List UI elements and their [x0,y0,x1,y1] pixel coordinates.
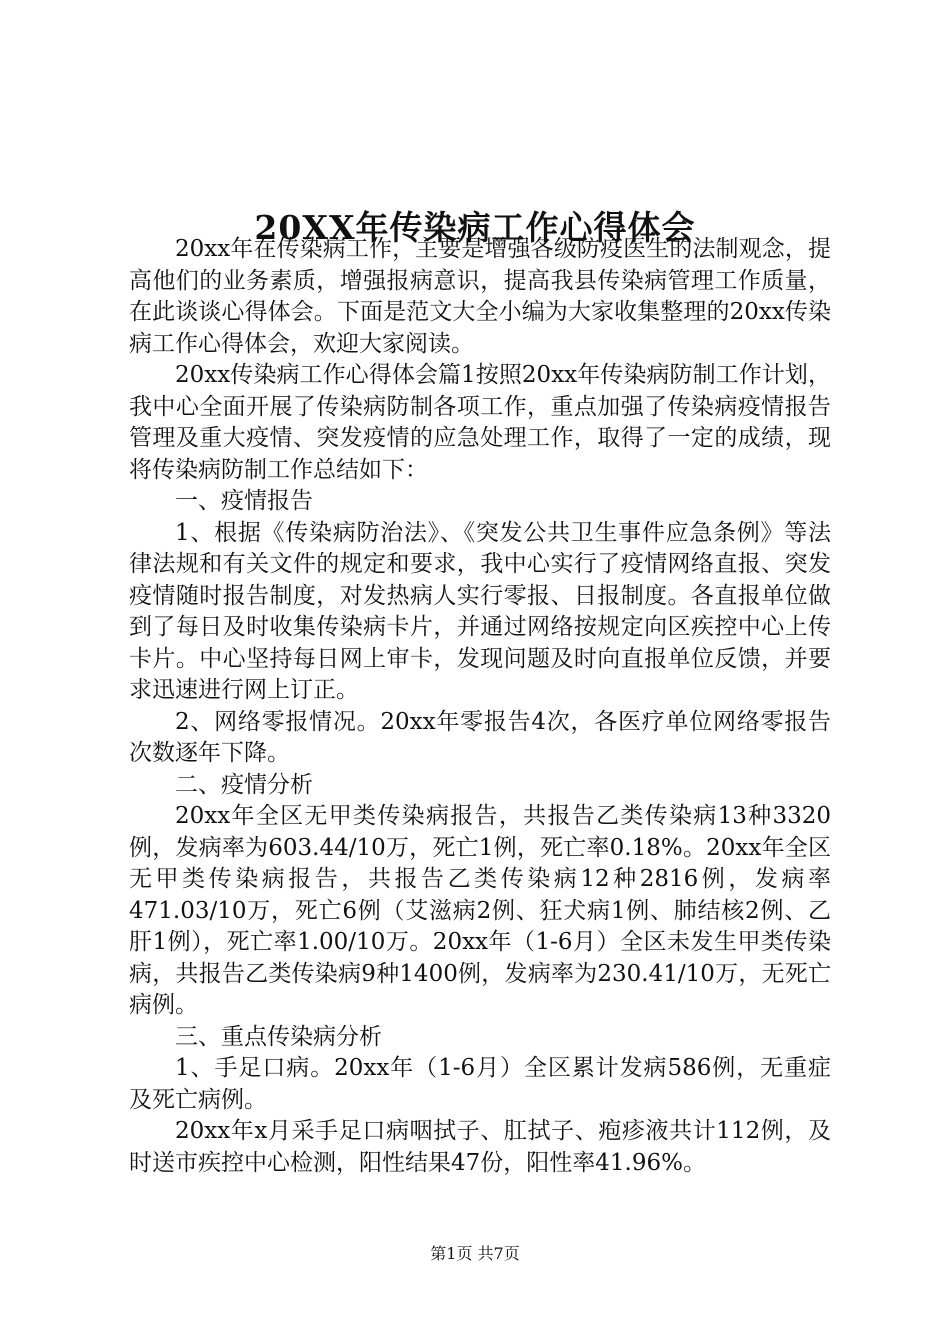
article-paragraph: 1、手足口病。20xx年（1-6月）全区累计发病586例，无重症及死亡病例。 [129,1055,831,1113]
section-heading: 一、疫情报告 [175,488,313,514]
article-paragraph: 1、根据《传染病防治法》、《突发公共卫生事件应急条例》等法律法规和有关文件的规定和要求，我中心实行了疫情网络直报、突发疫情随时报告制度，对发热病人实行零报、日报制度。各直报单位做到了每日及时收集传染病卡片，并通过网络按规定向区疾控中心上传卡片。中心坚持每日网上审卡，发现问题及时向直报单位反馈，并要求迅速进行网上订正。 [129,519,831,703]
article-paragraph: 20xx年全区无甲类传染病报告，共报告乙类传染病13种3320例，发病率为603.44/10万，死亡1例，死亡率0.18%。20xx年全区无甲类传染病报告，共报告乙类传染病12种2816例，发病率471.03/10万，死亡6例（艾滋病2例、狂犬病1例、肺结核2例、乙肝1例），死亡率1.00/10万。20xx年（1-6月）全区未发生甲类传染病，共报告乙类传染病9种1400例，发病率为230.41/10万，无死亡病例。 [129,803,831,1018]
page-number-label: 第1页 共7页 [430,1244,520,1263]
section-heading: 三、重点传染病分析 [175,1023,382,1050]
article-paragraph: 20xx传染病工作心得体会篇1按照20xx年传染病防制工作计划，我中心全面开展了传染病防制各项工作，重点加强了传染病疫情报告管理及重大疫情、突发疫情的应急处理工作，取得了一定的成绩，现将传染病防制工作总结如下： [129,362,831,483]
document-title: 20XX年传染病工作心得体会 [254,208,696,248]
intro-paragraph: 20xx年在传染病工作，主要是增强各级防疫医生的法制观念，提高他们的业务素质，增强报病意识，提高我县传染病管理工作质量，在此谈谈心得体会。下面是范文大全小编为大家收集整理的20xx传染病工作心得体会，欢迎大家阅读。 [129,236,831,357]
article-paragraph: 20xx年x月采手足口病咽拭子、肛拭子、疱疹液共计112例，及时送市疾控中心检测，阳性结果47份，阳性率41.96%。 [129,1118,831,1176]
document-body [129,234,831,1179]
section-heading: 二、疫情分析 [175,771,313,798]
article-paragraph: 2、网络零报情况。20xx年零报告4次，各医疗单位网络零报告次数逐年下降。 [129,708,831,766]
page-footer [0,1243,950,1265]
